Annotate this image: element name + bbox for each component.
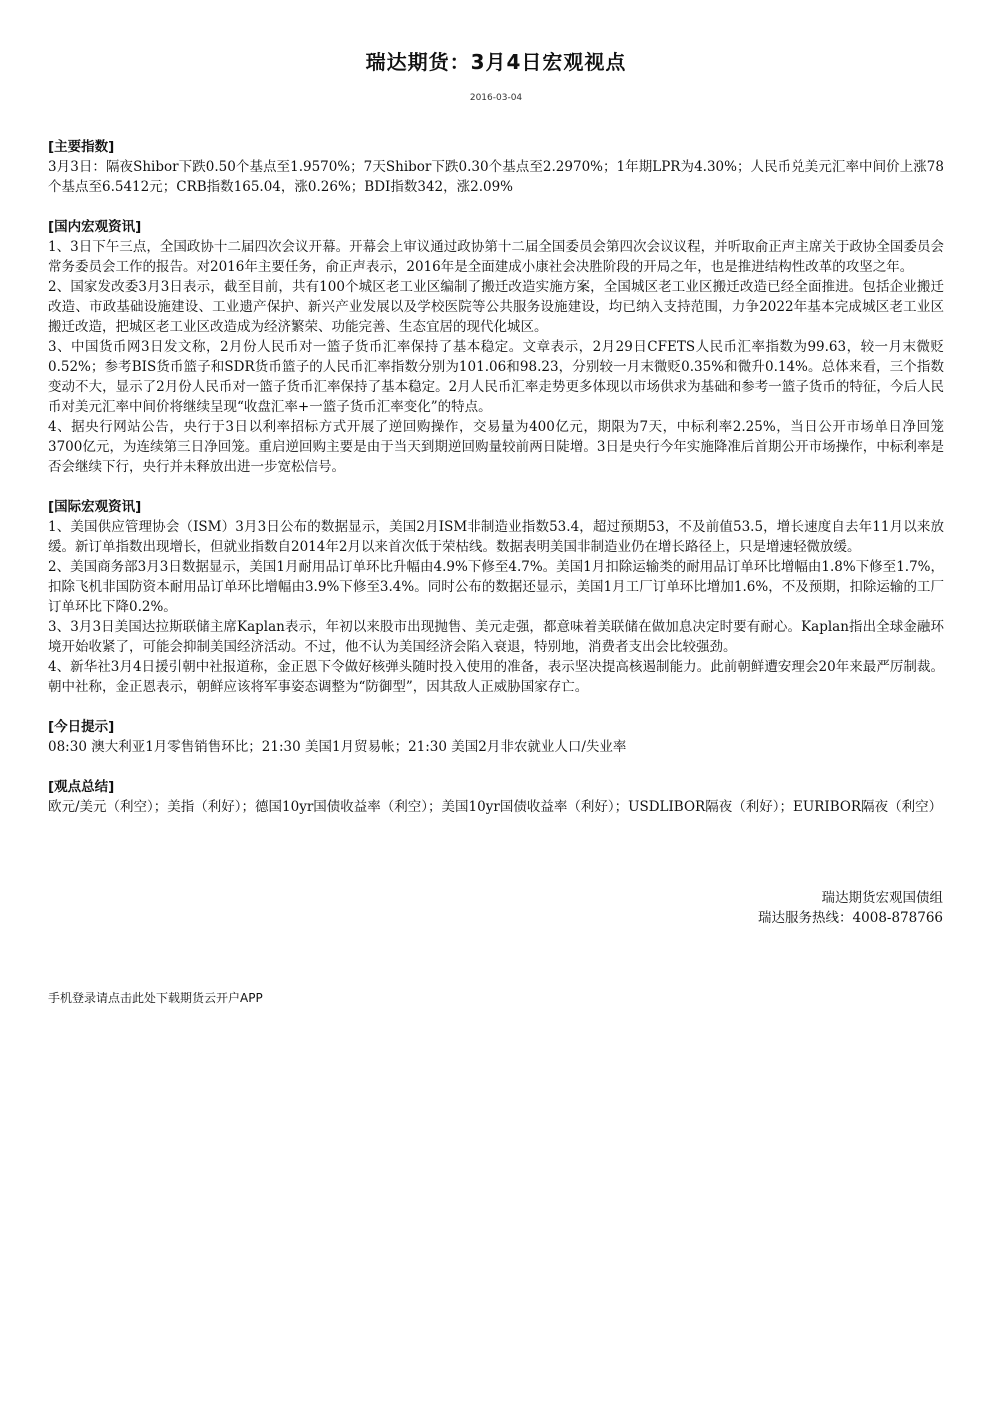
paragraph: 3、中国货币网3日发文称，2月份人民币对一篮子货币汇率保持了基本稳定。文章表示，2月29日CFETS人民币汇率指数为99.63，较一月末微贬0.52%；参考BIS货币篮子和SDR货币篮子的人民币汇率指数分别为101.06和98.23，分别较一月末微贬0.35%和微升0.14%。总体来看，三个指数变动不大，显示了2月份人民币对一篮子货币汇率保持了基本稳定。2月人民币汇率走势更多体现以市场供求为基础和参考一篮子货币的特征，今后人民币对美元汇率中间价将继续呈现“收盘汇率+一篮子货币汇率变化”的特点。 <box>48 339 944 415</box>
paragraph: 3月3日：隔夜Shibor下跌0.50个基点至1.9570%；7天Shibor下跌0.30个基点至2.2970%；1年期LPR为4.30%；人民币兑美元汇率中间价上涨78个基点至6.5412元；CRB指数165.04，涨0.26%；BDI指数342，涨2.09% <box>48 159 944 195</box>
section-title: [观点总结] <box>48 779 115 795</box>
paragraph: 1、3日下午三点，全国政协十二届四次会议开幕。开幕会上审议通过政协第十二届全国委员会第四次会议议程，并听取俞正声主席关于政协全国委员会常务委员会工作的报告。对2016年主要任务，俞正声表示，2016年是全面建成小康社会决胜阶段的开局之年，也是推进结构性改革的攻坚之年。 <box>48 239 944 275</box>
paragraph: 3、3月3日美国达拉斯联储主席Kaplan表示，年初以来股市出现抛售、美元走强，都意味着美联储在做加息决定时要有耐心。Kaplan指出全球金融环境开始收紧了，可能会抑制美国经济活动。不过，他不认为美国经济会陷入衰退，特别地，消费者支出会比较强劲。 <box>48 619 944 655</box>
signature-block <box>758 888 943 928</box>
paragraph: 1、美国供应管理协会（ISM）3月3日公布的数据显示，美国2月ISM非制造业指数53.4，超过预期53，不及前值53.5，增长速度自去年11月以来放缓。新订单指数出现增长，但就业指数自2014年2月以来首次低于荣枯线。数据表明美国非制造业仍在增长路径上，只是增速轻微放缓。 <box>48 519 944 555</box>
app-download-link[interactable]: 手机登录请点击此处下载期货云开户APP <box>48 991 263 1005</box>
paragraph: 2、国家发改委3月3日表示，截至目前，共有100个城区老工业区编制了搬迁改造实施方案，全国城区老工业区搬迁改造已经全面推进。包括企业搬迁改造、市政基础设施建设、工业遗产保护、新兴产业发展以及学校医院等公共服务设施建设，均已纳入支持范围，力争2022年基本完成城区老工业区搬迁改造，把城区老工业区改造成为经济繁荣、功能完善、生态宜居的现代化城区。 <box>48 279 944 335</box>
team-name: 瑞达期货宏观国债组 <box>821 890 943 906</box>
paragraph: 4、新华社3月4日援引朝中社报道称，金正恩下令做好核弹头随时投入使用的准备，表示坚决提高核遏制能力。此前朝鲜遭安理会20年来最严厉制裁。朝中社称，金正恩表示，朝鲜应该将军事姿态调整为“防御型”，因其敌人正威胁国家存亡。 <box>48 659 944 695</box>
section-title: [主要指数] <box>48 139 115 155</box>
publish-date: 2016-03-04 <box>469 93 523 103</box>
paragraph: 2、美国商务部3月3日数据显示，美国1月耐用品订单环比升幅由4.9%下修至4.7%。美国1月扣除运输类的耐用品订单环比增幅由1.8%下修至1.7%，扣除飞机非国防资本耐用品订单环比增幅由3.9%下修至3.4%。同时公布的数据还显示，美国1月工厂订单环比增加1.6%，不及预期，扣除运输的工厂订单环比下降0.2%。 <box>48 559 944 615</box>
paragraph: 欧元/美元（利空）；美指（利好）；德国10yr国债收益率（利空）；美国10yr国债收益率（利好）；USDLIBOR隔夜（利好）；EURIBOR隔夜（利空） <box>48 799 943 815</box>
service-hotline: 瑞达服务热线：4008-878766 <box>758 910 943 926</box>
section-indicators <box>48 137 944 197</box>
section-international-news <box>48 497 944 697</box>
section-domestic-news <box>48 217 944 477</box>
report-body <box>48 137 944 837</box>
section-title: [国际宏观资讯] <box>48 499 142 515</box>
paragraph: 4、据央行网站公告，央行于3日以利率招标方式开展了逆回购操作，交易量为400亿元，期限为7天，中标利率2.25%，当日公开市场单日净回笼3700亿元，为连续第三日净回笼。重启逆回购主要是由于当天到期逆回购量较前两日陡增。3日是央行今年实施降准后首期公开市场操作，中标利率是否会继续下行，央行并未释放出进一步宽松信号。 <box>48 419 944 475</box>
section-title: [今日提示] <box>48 719 115 735</box>
section-title: [国内宏观资讯] <box>48 219 142 235</box>
page-title: 瑞达期货：3月4日宏观视点 <box>365 50 627 74</box>
section-summary <box>48 777 944 817</box>
section-today-tips <box>48 717 944 757</box>
paragraph: 08:30 澳大利亚1月零售销售环比；21:30 美国1月贸易帐；21:30 美国2月非农就业人口/失业率 <box>48 739 627 755</box>
